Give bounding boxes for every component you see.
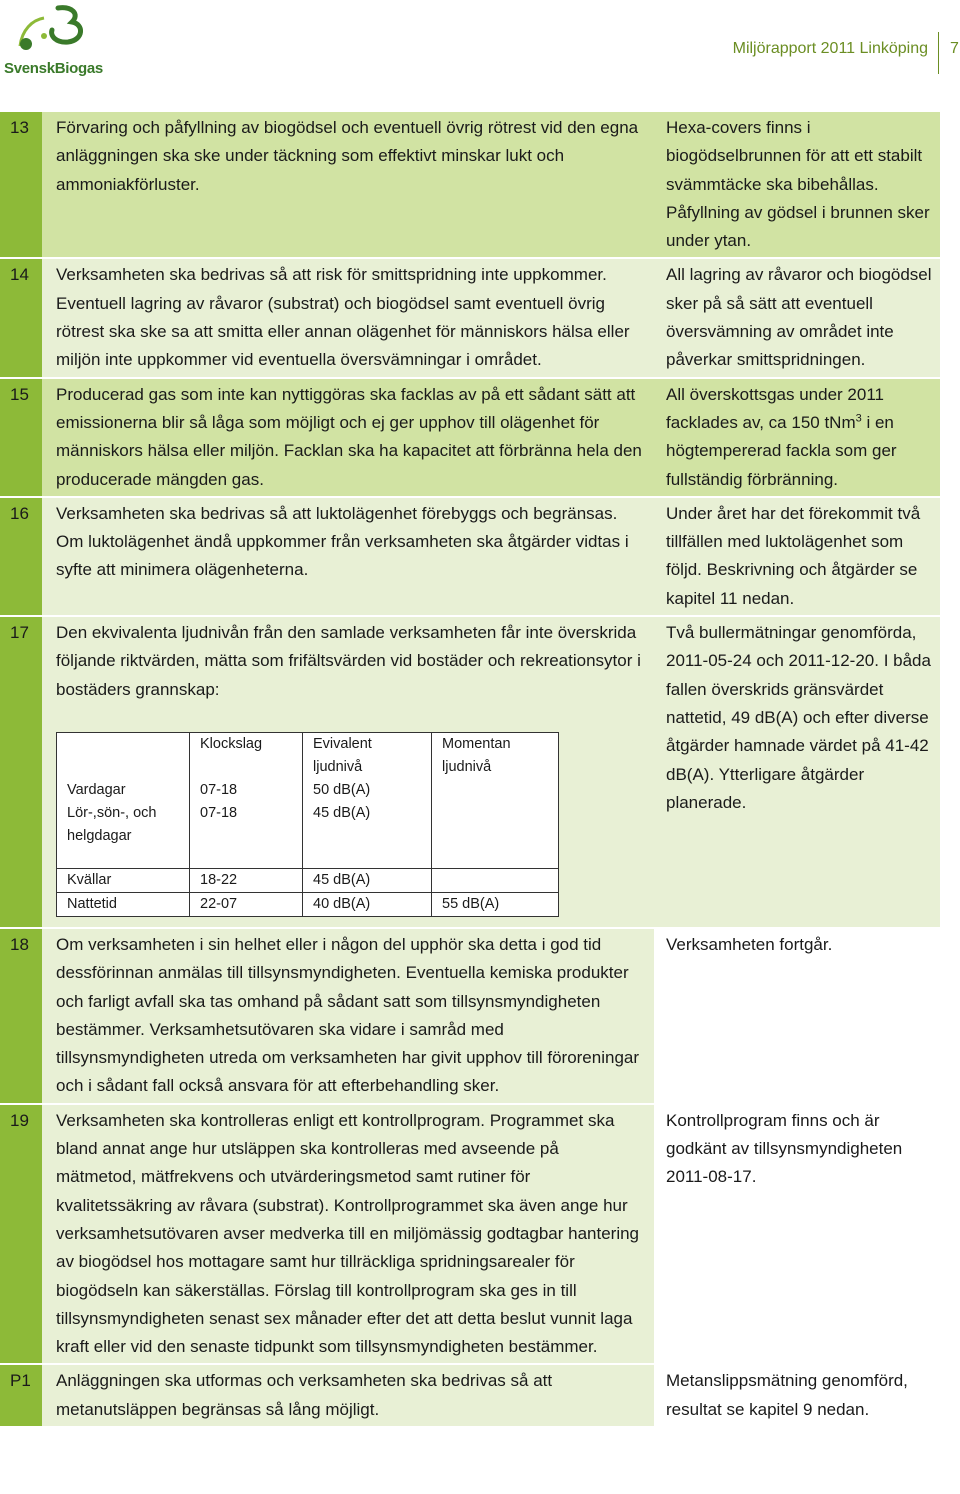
noise-header-cell: Klockslag	[190, 732, 303, 779]
page-header	[0, 0, 960, 100]
requirement-text: Producerad gas som inte kan nyttiggöras ska facklas av på ett sådant sätt att emissionerna blir så låga som möjligt och ej ger upphov till olägenhet för människors hälsa eller miljön. Facklan ska ha kapacitet att förbränna hela den producerade mängden gas.	[42, 378, 654, 497]
row-number: 13	[0, 112, 42, 258]
requirement-text: Verksamheten ska bedrivas så att luktolägenhet förebyggs och begränsas. Om luktolägenhet ändå uppkommer från verksamheten ska åtgärder vidtas i syfte att minimera olägenheterna.	[42, 497, 654, 616]
noise-cell: Vardagar	[57, 779, 190, 802]
requirement-text: Den ekvivalenta ljudnivån från den samlade verksamheten får inte överskrida följande riktvärden, mätta som frifältsvärden vid bostäder och rekreationsytor i bostäders grannskap:	[56, 623, 641, 699]
status-text: Verksamheten fortgår.	[654, 928, 940, 1104]
noise-cell: 18-22	[190, 868, 303, 892]
noise-cell	[432, 868, 559, 892]
table-row	[0, 616, 940, 928]
noise-row	[57, 892, 559, 916]
requirement-text: Om verksamheten i sin helhet eller i någon del upphör ska detta i god tid dessförinnan anmälas till tillsynsmyndigheten. Eventuella kemiska produkter och farligt avfall ska tas omhand på sådant satt som tillsynsmyndigheten bestämmer. Verksamhetsutövaren ska vidare i samråd med tillsynsmyndigheten utreda om verksamheten har givit upphov till föroreningar och i sådant fall också ansvara för att efterbehandling sker.	[42, 928, 654, 1104]
row-number: P1	[0, 1364, 42, 1426]
noise-row	[57, 802, 559, 869]
table-row	[0, 378, 940, 497]
requirement-text: Verksamheten ska kontrolleras enligt ett kontrollprogram. Programmet ska bland annat ange hur utsläppen ska kontrolleras med avseende på mätmetod, mätfrekvens och utvärderingsmetod samt rutiner för kvalitetssäkring av råvara (substrat). Kontrollprogrammet ska även ange hur verksamhetsutövaren avser medverka till en miljömässig godtagbar hantering av biogödsel hos mottagare samt hur tillräckliga spridningsarealer för biogödseln kan säkerställas. Förslag till kontrollprogram ska ges in till tillsynsmyndigheten senast sex månader efter det att detta beslut vunnit laga kraft eller vid den senaste tidpunkt som tillsynsmyndigheten bestämmer.	[42, 1104, 654, 1365]
requirement-text: Anläggningen ska utformas och verksamheten ska bedrivas så att metanutsläppen begränsas så lång möjligt.	[42, 1364, 654, 1426]
noise-cell: 55 dB(A)	[432, 892, 559, 916]
header-divider	[938, 32, 939, 74]
noise-row	[57, 868, 559, 892]
noise-header-cell: Evivalent ljudnivå	[303, 732, 432, 779]
status-text-part: All överskottsgas under 2011 facklades av, ca 150 tNm	[666, 384, 884, 432]
requirement-cell	[42, 616, 654, 928]
noise-cell: Lör-,sön-, och helgdagar	[57, 802, 190, 869]
superscript: 3	[855, 412, 862, 425]
noise-header-cell	[57, 732, 190, 779]
status-text: Två bullermätningar genomförda, 2011-05-24 och 2011-12-20. I båda fallen överskrids gränsvärdet nattetid, 49 dB(A) och efter diverse åtgärder hamnade värdet på 41-42 dB(A). Ytterligare åtgärder planerade.	[654, 616, 940, 928]
table-row	[0, 1104, 940, 1365]
logo-text: SvenskBiogas	[4, 60, 103, 77]
status-text: All lagring av råvaror och biogödsel sker på så sätt att eventuell översvämning av området inte påverkar smittspridningen.	[654, 258, 940, 377]
table-row	[0, 258, 940, 377]
noise-cell	[432, 802, 559, 869]
status-text-part: i en högtempererad fackla som ger fullständig förbränning.	[666, 412, 897, 489]
table-row	[0, 112, 940, 258]
table-row	[0, 1364, 940, 1426]
row-number: 16	[0, 497, 42, 616]
noise-header-row	[57, 732, 559, 779]
requirements-table	[0, 112, 940, 1426]
noise-cell: 07-18	[190, 779, 303, 802]
status-text: Hexa-covers finns i biogödselbrunnen för att ett stabilt svämmtäcke ska bibehållas. Påfyllning av gödsel i brunnen sker under ytan.	[654, 112, 940, 258]
noise-row	[57, 779, 559, 802]
noise-header-cell: Momentan ljudnivå	[432, 732, 559, 779]
noise-cell: 40 dB(A)	[303, 892, 432, 916]
status-text	[654, 378, 940, 497]
status-text: Metanslippsmätning genomförd, resultat se kapitel 9 nedan.	[654, 1364, 940, 1426]
table-row	[0, 497, 940, 616]
noise-cell	[432, 779, 559, 802]
noise-cell: Kvällar	[57, 868, 190, 892]
row-number: 19	[0, 1104, 42, 1365]
noise-limits-table	[56, 732, 559, 917]
row-number: 18	[0, 928, 42, 1104]
status-text: Under året har det förekommit två tillfällen med luktolägenhet som följd. Beskrivning och åtgärder se kapitel 11 nedan.	[654, 497, 940, 616]
noise-cell: Nattetid	[57, 892, 190, 916]
svenskbiogas-logo	[4, 2, 104, 82]
row-number: 14	[0, 258, 42, 377]
noise-cell: 50 dB(A)	[303, 779, 432, 802]
noise-cell: 45 dB(A)	[303, 868, 432, 892]
noise-cell: 22-07	[190, 892, 303, 916]
row-number: 17	[0, 616, 42, 928]
page-number: 7	[950, 40, 959, 57]
row-number: 15	[0, 378, 42, 497]
status-text: Kontrollprogram finns och är godkänt av tillsynsmyndigheten 2011-08-17.	[654, 1104, 940, 1365]
requirement-text: Förvaring och påfyllning av biogödsel och eventuell övrig rötrest vid den egna anläggningen ska ske under täckning som effektivt minskar lukt och ammoniakförluster.	[42, 112, 654, 258]
report-title: Miljörapport 2011 Linköping	[732, 40, 928, 57]
table-row	[0, 928, 940, 1104]
noise-cell: 07-18	[190, 802, 303, 869]
logo-swirl-icon	[14, 2, 94, 62]
noise-cell: 45 dB(A)	[303, 802, 432, 869]
requirement-text: Verksamheten ska bedrivas så att risk för smittspridning inte uppkommer. Eventuell lagring av råvaror (substrat) och biogödsel samt eventuell övrig rötrest ska ske sa att smitta eller annan olägenhet för människors hälsa eller miljön inte uppkommer vid eventuella översvämningar i området.	[42, 258, 654, 377]
